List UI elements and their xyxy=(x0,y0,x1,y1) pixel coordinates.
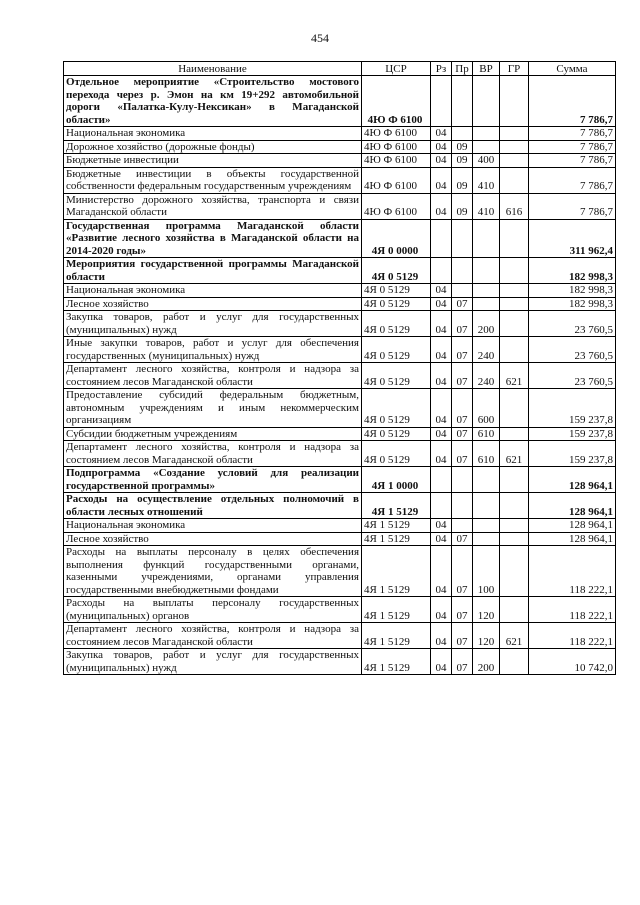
cell-sum: 182 998,3 xyxy=(529,258,616,284)
cell-rz: 04 xyxy=(431,532,452,546)
cell-sum: 182 998,3 xyxy=(529,284,616,298)
cell-pr: 07 xyxy=(452,297,473,311)
cell-name: Дорожное хозяйство (дорожные фонды) xyxy=(64,140,362,154)
cell-sum: 7 786,7 xyxy=(529,140,616,154)
cell-csr: 4Я 1 5129 xyxy=(362,546,431,597)
cell-vr: 120 xyxy=(473,597,500,623)
cell-pr xyxy=(452,493,473,519)
cell-vr xyxy=(473,467,500,493)
cell-gr xyxy=(500,297,529,311)
cell-sum: 118 222,1 xyxy=(529,546,616,597)
table-row xyxy=(64,467,616,493)
cell-sum: 118 222,1 xyxy=(529,623,616,649)
cell-rz: 04 xyxy=(431,154,452,168)
cell-name: Департамент лесного хозяйства, контроля и надзора за состоянием лесов Магаданской области xyxy=(64,363,362,389)
table-row xyxy=(64,389,616,428)
cell-gr: 616 xyxy=(500,193,529,219)
cell-vr: 120 xyxy=(473,623,500,649)
table-row xyxy=(64,519,616,533)
cell-pr xyxy=(452,467,473,493)
cell-sum: 159 237,8 xyxy=(529,427,616,441)
cell-gr xyxy=(500,519,529,533)
cell-name: Национальная экономика xyxy=(64,519,362,533)
cell-rz: 04 xyxy=(431,311,452,337)
table-row xyxy=(64,127,616,141)
table-row xyxy=(64,193,616,219)
table-row xyxy=(64,140,616,154)
cell-gr xyxy=(500,493,529,519)
cell-gr xyxy=(500,427,529,441)
cell-name: Подпрограмма «Создание условий для реализации государственной программы» xyxy=(64,467,362,493)
table-row xyxy=(64,297,616,311)
cell-pr xyxy=(452,519,473,533)
table-row xyxy=(64,441,616,467)
cell-rz xyxy=(431,258,452,284)
cell-gr xyxy=(500,76,529,127)
cell-pr: 09 xyxy=(452,140,473,154)
cell-gr xyxy=(500,140,529,154)
cell-csr: 4Ю Ф 6100 xyxy=(362,193,431,219)
cell-gr: 621 xyxy=(500,623,529,649)
cell-name: Отдельное мероприятие «Строительство мостового перехода через р. Эмон на км 19+292 автомобильной дороги «Палатка-Кулу-Нексикан» в Магаданской области» xyxy=(64,76,362,127)
header-vr: ВР xyxy=(473,62,500,76)
cell-vr xyxy=(473,284,500,298)
cell-name: Иные закупки товаров, работ и услуг для обеспечения государственных (муниципальных) нужд xyxy=(64,337,362,363)
cell-csr: 4Ю Ф 6100 xyxy=(362,154,431,168)
cell-name: Субсидии бюджетным учреждениям xyxy=(64,427,362,441)
table-row xyxy=(64,546,616,597)
cell-gr xyxy=(500,311,529,337)
cell-name: Государственная программа Магаданской области «Развитие лесного хозяйства в Магаданской области на 2014-2020 годы» xyxy=(64,219,362,258)
cell-name: Бюджетные инвестиции xyxy=(64,154,362,168)
cell-name: Предоставление субсидий федеральным бюджетным, автономным учреждениям и иным некоммерческим организациям xyxy=(64,389,362,428)
cell-gr: 621 xyxy=(500,441,529,467)
cell-pr: 07 xyxy=(452,427,473,441)
cell-gr xyxy=(500,649,529,675)
cell-sum: 159 237,8 xyxy=(529,441,616,467)
cell-rz: 04 xyxy=(431,546,452,597)
cell-vr xyxy=(473,76,500,127)
cell-name: Министерство дорожного хозяйства, транспорта и связи Магаданской области xyxy=(64,193,362,219)
cell-vr: 200 xyxy=(473,311,500,337)
cell-rz: 04 xyxy=(431,284,452,298)
cell-csr: 4Я 0 5129 xyxy=(362,389,431,428)
table-row xyxy=(64,597,616,623)
cell-csr: 4Я 1 5129 xyxy=(362,649,431,675)
cell-sum: 118 222,1 xyxy=(529,597,616,623)
table-header-row xyxy=(64,62,616,76)
cell-rz: 04 xyxy=(431,337,452,363)
cell-rz: 04 xyxy=(431,519,452,533)
cell-name: Лесное хозяйство xyxy=(64,532,362,546)
cell-vr xyxy=(473,127,500,141)
cell-rz xyxy=(431,219,452,258)
cell-pr xyxy=(452,258,473,284)
cell-rz: 04 xyxy=(431,363,452,389)
cell-rz: 04 xyxy=(431,193,452,219)
table-row xyxy=(64,337,616,363)
cell-gr xyxy=(500,532,529,546)
table-row xyxy=(64,219,616,258)
cell-csr: 4Я 1 5129 xyxy=(362,519,431,533)
cell-pr: 07 xyxy=(452,597,473,623)
cell-name: Закупка товаров, работ и услуг для государственных (муниципальных) нужд xyxy=(64,649,362,675)
cell-sum: 159 237,8 xyxy=(529,389,616,428)
cell-csr: 4Ю Ф 6100 xyxy=(362,167,431,193)
cell-csr: 4Я 0 5129 xyxy=(362,297,431,311)
header-sum: Сумма xyxy=(529,62,616,76)
cell-rz: 04 xyxy=(431,427,452,441)
cell-gr xyxy=(500,597,529,623)
cell-sum: 7 786,7 xyxy=(529,154,616,168)
cell-sum: 128 964,1 xyxy=(529,519,616,533)
cell-name: Закупка товаров, работ и услуг для государственных (муниципальных) нужд xyxy=(64,311,362,337)
table-body xyxy=(64,76,616,675)
cell-pr: 07 xyxy=(452,441,473,467)
cell-pr: 07 xyxy=(452,649,473,675)
cell-vr: 200 xyxy=(473,649,500,675)
cell-vr: 410 xyxy=(473,167,500,193)
cell-csr: 4Я 1 0000 xyxy=(362,467,431,493)
cell-sum: 128 964,1 xyxy=(529,467,616,493)
cell-vr xyxy=(473,519,500,533)
cell-csr: 4Я 1 5129 xyxy=(362,623,431,649)
page-number: 454 xyxy=(311,31,329,45)
cell-csr: 4Я 0 5129 xyxy=(362,441,431,467)
cell-pr: 07 xyxy=(452,623,473,649)
table-row xyxy=(64,154,616,168)
cell-vr: 410 xyxy=(473,193,500,219)
cell-vr: 610 xyxy=(473,427,500,441)
cell-vr xyxy=(473,219,500,258)
cell-rz: 04 xyxy=(431,441,452,467)
cell-rz: 04 xyxy=(431,297,452,311)
header-rz: Рз xyxy=(431,62,452,76)
cell-vr xyxy=(473,532,500,546)
table-row xyxy=(64,532,616,546)
cell-gr xyxy=(500,219,529,258)
cell-csr: 4Я 0 5129 xyxy=(362,284,431,298)
cell-vr: 240 xyxy=(473,363,500,389)
cell-pr xyxy=(452,76,473,127)
cell-vr: 610 xyxy=(473,441,500,467)
cell-csr: 4Я 0 5129 xyxy=(362,311,431,337)
cell-name: Лесное хозяйство xyxy=(64,297,362,311)
table-row xyxy=(64,76,616,127)
header-csr: ЦСР xyxy=(362,62,431,76)
cell-pr: 07 xyxy=(452,311,473,337)
cell-sum: 7 786,7 xyxy=(529,127,616,141)
cell-sum: 128 964,1 xyxy=(529,532,616,546)
cell-sum: 10 742,0 xyxy=(529,649,616,675)
cell-vr: 600 xyxy=(473,389,500,428)
table-row xyxy=(64,363,616,389)
cell-pr: 09 xyxy=(452,154,473,168)
table-row xyxy=(64,311,616,337)
cell-sum: 23 760,5 xyxy=(529,337,616,363)
table-row xyxy=(64,167,616,193)
cell-vr: 240 xyxy=(473,337,500,363)
cell-sum: 23 760,5 xyxy=(529,311,616,337)
cell-csr: 4Ю Ф 6100 xyxy=(362,127,431,141)
cell-sum: 7 786,7 xyxy=(529,167,616,193)
cell-vr xyxy=(473,297,500,311)
cell-name: Мероприятия государственной программы Магаданской области xyxy=(64,258,362,284)
cell-pr xyxy=(452,127,473,141)
cell-gr xyxy=(500,337,529,363)
cell-name: Национальная экономика xyxy=(64,127,362,141)
cell-csr: 4Ю Ф 6100 xyxy=(362,76,431,127)
cell-csr: 4Я 1 5129 xyxy=(362,532,431,546)
table-row xyxy=(64,258,616,284)
cell-vr xyxy=(473,258,500,284)
cell-gr xyxy=(500,284,529,298)
cell-csr: 4Я 0 0000 xyxy=(362,219,431,258)
cell-name: Департамент лесного хозяйства, контроля и надзора за состоянием лесов Магаданской области xyxy=(64,441,362,467)
cell-csr: 4Я 0 5129 xyxy=(362,337,431,363)
cell-vr: 400 xyxy=(473,154,500,168)
cell-gr: 621 xyxy=(500,363,529,389)
cell-pr: 09 xyxy=(452,193,473,219)
cell-csr: 4Я 1 5129 xyxy=(362,597,431,623)
cell-name: Расходы на выплаты персоналу в целях обеспечения выполнения функций государственными органами, казенными учреждениями, органами управления государственными внебюджетными фондами xyxy=(64,546,362,597)
cell-sum: 128 964,1 xyxy=(529,493,616,519)
table-row xyxy=(64,284,616,298)
cell-pr xyxy=(452,219,473,258)
cell-pr: 07 xyxy=(452,546,473,597)
cell-name: Департамент лесного хозяйства, контроля и надзора за состоянием лесов Магаданской области xyxy=(64,623,362,649)
cell-rz xyxy=(431,467,452,493)
cell-gr xyxy=(500,546,529,597)
cell-gr xyxy=(500,154,529,168)
cell-sum: 7 786,7 xyxy=(529,76,616,127)
cell-name: Расходы на выплаты персоналу государственных (муниципальных) органов xyxy=(64,597,362,623)
header-name: Наименование xyxy=(64,62,362,76)
cell-vr: 100 xyxy=(473,546,500,597)
cell-rz: 04 xyxy=(431,140,452,154)
cell-vr xyxy=(473,140,500,154)
cell-sum: 7 786,7 xyxy=(529,193,616,219)
header-gr: ГР xyxy=(500,62,529,76)
cell-rz: 04 xyxy=(431,597,452,623)
cell-rz xyxy=(431,76,452,127)
cell-csr: 4Я 0 5129 xyxy=(362,258,431,284)
table-row xyxy=(64,623,616,649)
cell-gr xyxy=(500,389,529,428)
cell-pr: 07 xyxy=(452,337,473,363)
header-pr: Пр xyxy=(452,62,473,76)
cell-pr: 07 xyxy=(452,532,473,546)
cell-name: Бюджетные инвестиции в объекты государственной собственности федеральным государственным учреждениям xyxy=(64,167,362,193)
cell-csr: 4Я 0 5129 xyxy=(362,363,431,389)
table-row xyxy=(64,493,616,519)
cell-rz xyxy=(431,493,452,519)
cell-name: Национальная экономика xyxy=(64,284,362,298)
cell-rz: 04 xyxy=(431,167,452,193)
cell-name: Расходы на осуществление отдельных полномочий в области лесных отношений xyxy=(64,493,362,519)
cell-gr xyxy=(500,258,529,284)
budget-table xyxy=(63,61,616,675)
cell-sum: 311 962,4 xyxy=(529,219,616,258)
cell-pr: 09 xyxy=(452,167,473,193)
cell-rz: 04 xyxy=(431,649,452,675)
cell-sum: 182 998,3 xyxy=(529,297,616,311)
cell-pr: 07 xyxy=(452,363,473,389)
cell-pr xyxy=(452,284,473,298)
cell-rz: 04 xyxy=(431,127,452,141)
cell-rz: 04 xyxy=(431,389,452,428)
cell-pr: 07 xyxy=(452,389,473,428)
cell-gr xyxy=(500,467,529,493)
cell-csr: 4Ю Ф 6100 xyxy=(362,140,431,154)
cell-vr xyxy=(473,493,500,519)
cell-rz: 04 xyxy=(431,623,452,649)
cell-csr: 4Я 0 5129 xyxy=(362,427,431,441)
cell-sum: 23 760,5 xyxy=(529,363,616,389)
cell-gr xyxy=(500,127,529,141)
table-row xyxy=(64,649,616,675)
cell-csr: 4Я 1 5129 xyxy=(362,493,431,519)
table-row xyxy=(64,427,616,441)
cell-gr xyxy=(500,167,529,193)
